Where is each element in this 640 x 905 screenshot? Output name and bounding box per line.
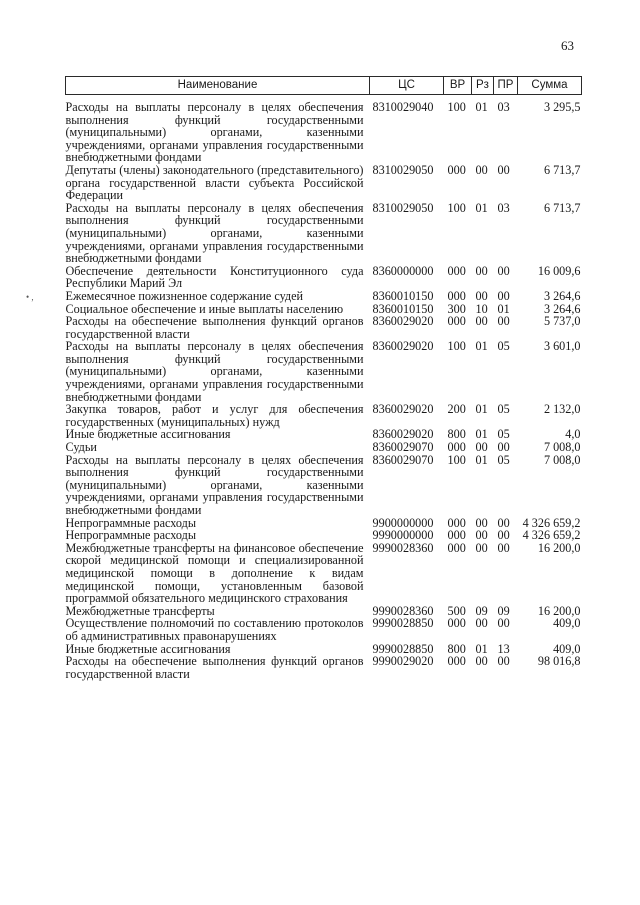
table-row	[66, 403, 582, 428]
row-pr: 00	[497, 314, 510, 329]
row-pr: 09	[497, 603, 510, 618]
row-pr: 03	[497, 100, 510, 114]
table-header-row	[66, 77, 582, 95]
row-cs: 8360029020	[372, 339, 434, 354]
row-pr: 05	[497, 339, 510, 354]
header-name: Наименование	[66, 77, 370, 95]
table-row	[66, 315, 582, 340]
row-vr: 000	[447, 528, 466, 543]
table-row	[66, 95, 582, 164]
row-name: Непрограммные расходы	[65, 515, 197, 530]
table-row	[66, 617, 582, 642]
row-rz: 01	[475, 402, 488, 417]
row-rz: 01	[475, 200, 488, 215]
budget-table	[65, 76, 582, 680]
row-cs: 8310029050	[372, 200, 434, 215]
row-name: Непрограммные расходы	[65, 528, 197, 543]
row-name: Иные бюджетные ассигнования	[65, 641, 231, 656]
row-sum: 98 016,8	[537, 654, 581, 669]
row-sum: 16 009,6	[537, 263, 581, 278]
row-vr: 200	[447, 402, 466, 417]
row-pr: 00	[497, 162, 510, 177]
row-rz: 01	[475, 339, 488, 354]
row-name: Межбюджетные трансферты	[65, 603, 215, 618]
row-rz: 00	[475, 162, 488, 177]
row-vr: 100	[447, 339, 466, 354]
row-vr: 100	[447, 452, 466, 467]
row-name: Закупка товаров, работ и услуг для обеспечения государственных (муниципальных) нужд	[65, 402, 364, 429]
row-sum: 3 264,6	[543, 301, 581, 316]
row-name: Ежемесячное пожизненное содержание судей	[65, 288, 304, 303]
row-cs: 9990000000	[372, 528, 434, 543]
row-pr: 00	[497, 540, 510, 555]
scan-artifact: • ,	[26, 292, 34, 302]
row-rz: 00	[475, 515, 488, 530]
row-pr: 01	[497, 301, 510, 316]
row-vr: 100	[447, 200, 466, 215]
table-row	[66, 441, 582, 454]
row-rz: 00	[475, 288, 488, 303]
row-vr: 000	[447, 314, 466, 329]
page-number: 63	[561, 38, 574, 53]
row-sum: 3 264,6	[543, 288, 581, 303]
table-row	[66, 454, 582, 517]
header-pr: ПР	[494, 77, 518, 95]
row-rz: 01	[475, 427, 488, 442]
header-vr: ВР	[444, 77, 472, 95]
row-sum: 4,0	[565, 427, 581, 442]
table-body	[66, 95, 582, 681]
row-sum: 16 200,0	[537, 540, 581, 555]
row-cs: 8310029040	[372, 100, 434, 114]
row-vr: 800	[447, 641, 466, 656]
row-sum: 4 326 659,2	[522, 528, 581, 543]
row-sum: 2 132,0	[543, 402, 581, 417]
row-vr: 000	[447, 288, 466, 303]
row-name: Депутаты (члены) законодательного (представительного) органа государственной власти субъекта Российской Федерации	[65, 162, 364, 203]
row-name: Расходы на обеспечение выполнения функций органов государственной власти	[65, 654, 364, 681]
row-cs: 8360029070	[372, 452, 434, 467]
row-vr: 300	[447, 301, 466, 316]
row-rz: 09	[475, 603, 488, 618]
row-pr: 00	[497, 440, 510, 455]
row-name: Обеспечение деятельности Конституционного суда Республики Марий Эл	[65, 263, 364, 291]
row-name: Социальное обеспечение и иные выплаты населению	[65, 301, 344, 316]
row-name: Расходы на выплаты персоналу в целях обеспечения выполнения функций государственными (муниципальными) органами, казенными учреждениями, органами управления государственными внебюджетными фондами	[65, 100, 364, 165]
row-vr: 000	[447, 515, 466, 530]
row-cs: 8360029020	[372, 427, 434, 442]
row-pr: 00	[497, 616, 510, 631]
row-pr: 00	[497, 654, 510, 669]
row-name: Расходы на выплаты персоналу в целях обеспечения выполнения функций государственными (муниципальными) органами, казенными учреждениями, органами управления государственными внебюджетными фондами	[65, 452, 364, 517]
row-rz: 01	[475, 100, 488, 114]
row-cs: 9990028360	[372, 603, 434, 618]
row-pr: 00	[497, 515, 510, 530]
row-cs: 8360000000	[372, 263, 434, 278]
row-cs: 8360029020	[372, 402, 434, 417]
row-cs: 8360029020	[372, 314, 434, 329]
row-sum: 6 713,7	[543, 162, 581, 177]
table-row	[66, 290, 582, 303]
row-rz: 10	[475, 301, 488, 316]
row-name: Межбюджетные трансферты на финансовое обеспечение скорой медицинской помощи и специализированной медицинской помощи в дополнение к видам медицинской помощи, установленным базовой программой обязательного медицинского страхования	[65, 540, 364, 606]
row-sum: 409,0	[553, 641, 581, 656]
row-rz: 00	[475, 528, 488, 543]
row-sum: 3 295,5	[543, 100, 581, 114]
row-pr: 00	[497, 263, 510, 278]
row-rz: 00	[475, 263, 488, 278]
row-cs: 9990029020	[372, 654, 434, 669]
row-pr: 03	[497, 200, 510, 215]
row-pr: 00	[497, 288, 510, 303]
row-vr: 000	[447, 162, 466, 177]
row-vr: 800	[447, 427, 466, 442]
row-name: Расходы на выплаты персоналу в целях обеспечения выполнения функций государственными (муниципальными) органами, казенными учреждениями, органами управления государственными внебюджетными фондами	[65, 339, 364, 404]
row-vr: 000	[447, 263, 466, 278]
row-rz: 00	[475, 540, 488, 555]
row-sum: 16 200,0	[537, 603, 581, 618]
table-row	[66, 529, 582, 542]
row-name: Расходы на выплаты персоналу в целях обеспечения выполнения функций государственными (муниципальными) органами, казенными учреждениями, органами управления государственными внебюджетными фондами	[65, 200, 364, 266]
row-vr: 100	[447, 100, 466, 114]
row-cs: 8360029070	[372, 440, 434, 455]
row-name: Иные бюджетные ассигнования	[65, 427, 231, 442]
row-rz: 01	[475, 641, 488, 656]
row-rz: 00	[475, 654, 488, 669]
row-sum: 5 737,0	[543, 314, 581, 329]
row-rz: 00	[475, 440, 488, 455]
row-pr: 05	[497, 452, 510, 467]
row-pr: 00	[497, 528, 510, 543]
row-sum: 7 008,0	[543, 452, 581, 467]
row-sum: 4 326 659,2	[522, 515, 581, 530]
row-sum: 409,0	[553, 616, 581, 631]
header-sum: Сумма	[518, 77, 582, 95]
table-row	[66, 542, 582, 605]
header-rz: Рз	[472, 77, 494, 95]
header-cs: ЦС	[370, 77, 444, 95]
table-row	[66, 202, 582, 265]
row-sum: 6 713,7	[543, 200, 581, 215]
row-cs: 9990028360	[372, 540, 434, 555]
row-pr: 13	[497, 641, 510, 656]
row-sum: 3 601,0	[543, 339, 581, 354]
row-name: Судьи	[65, 440, 97, 455]
row-vr: 500	[447, 603, 466, 618]
row-rz: 00	[475, 616, 488, 631]
row-vr: 000	[447, 616, 466, 631]
row-cs: 8360010150	[372, 301, 434, 316]
row-pr: 05	[497, 427, 510, 442]
row-vr: 000	[447, 440, 466, 455]
row-sum: 7 008,0	[543, 440, 581, 455]
table-row	[66, 340, 582, 403]
table-row	[66, 265, 582, 290]
row-name: Осуществление полномочий по составлению протоколов об административных правонарушениях	[65, 616, 364, 643]
row-rz: 00	[475, 314, 488, 329]
row-name: Расходы на обеспечение выполнения функций органов государственной власти	[65, 314, 364, 341]
row-pr: 05	[497, 402, 510, 417]
row-vr: 000	[447, 654, 466, 669]
table-row	[66, 164, 582, 202]
table-row	[66, 655, 582, 680]
row-vr: 000	[447, 540, 466, 555]
row-cs: 9900000000	[372, 515, 434, 530]
row-rz: 01	[475, 452, 488, 467]
row-cs: 9990028850	[372, 616, 434, 631]
row-cs: 8360010150	[372, 288, 434, 303]
row-cs: 9990028850	[372, 641, 434, 656]
row-cs: 8310029050	[372, 162, 434, 177]
